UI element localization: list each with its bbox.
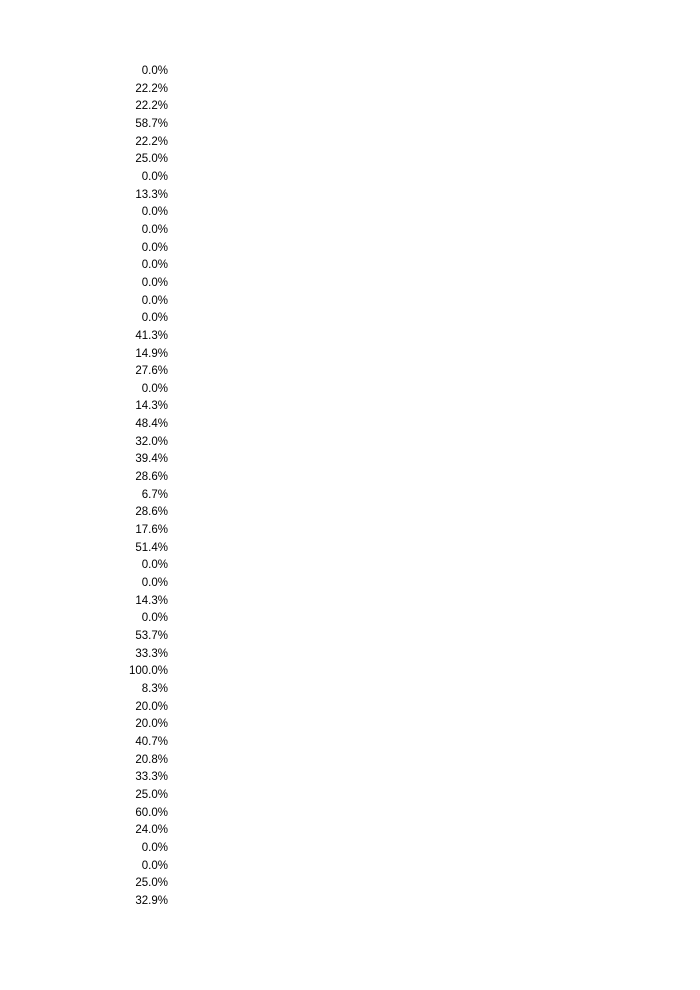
percentage-value: 39.4% [135, 453, 168, 466]
percentage-value: 32.0% [135, 435, 168, 448]
percentage-value: 6.7% [141, 488, 168, 501]
percentage-value: 0.0% [141, 206, 168, 219]
percentage-value: 0.0% [141, 612, 168, 625]
percentage-value: 14.3% [135, 400, 168, 413]
percentage-value: 27.6% [135, 365, 168, 378]
percentage-value: 22.2% [135, 135, 168, 148]
percentage-value: 0.0% [141, 65, 168, 77]
percentage-value: 22.2% [135, 82, 168, 95]
percentage-value: 48.4% [135, 418, 168, 431]
percentage-value: 0.0% [141, 170, 168, 183]
percentage-value: 0.0% [141, 859, 168, 872]
percentage-value: 0.0% [141, 559, 168, 572]
percentage-value: 0.0% [141, 841, 168, 854]
percentage-value: 33.3% [135, 771, 168, 784]
percentage-value: 53.7% [135, 630, 168, 642]
percentage-value: 60.0% [135, 806, 168, 819]
percentage-value: 28.6% [135, 471, 168, 484]
percentage-value: 13.3% [135, 188, 168, 201]
percentage-value: 100.0% [128, 665, 168, 678]
percentage-value: 41.3% [135, 329, 168, 342]
percentage-value: 25.0% [135, 153, 168, 166]
percentage-value: 22.2% [135, 100, 168, 113]
percentage-value: 33.3% [135, 647, 168, 660]
percentage-column [100, 63, 168, 911]
percentage-value: 0.0% [141, 294, 168, 307]
percentage-value: 20.8% [135, 753, 168, 766]
percentage-value: 0.0% [141, 577, 168, 590]
percentage-value: 40.7% [135, 735, 168, 748]
percentage-value: 58.7% [135, 117, 168, 130]
percentage-value: 0.0% [141, 312, 168, 325]
percentage-value: 32.9% [135, 894, 168, 907]
percentage-value: 25.0% [135, 877, 168, 890]
percentage-value: 8.3% [141, 682, 168, 695]
percentage-value: 51.4% [135, 541, 168, 554]
percentage-value: 14.3% [135, 594, 168, 607]
percentage-value: 0.0% [141, 241, 168, 254]
percentage-value: 14.9% [135, 347, 168, 360]
percentage-value: 20.0% [135, 700, 168, 713]
percentage-value: 17.6% [135, 524, 168, 537]
percentage-value: 0.0% [141, 223, 168, 236]
percentage-value: 24.0% [135, 824, 168, 837]
percentage-value: 20.0% [135, 718, 168, 731]
percentage-value: 0.0% [141, 382, 168, 395]
percentage-value: 25.0% [135, 788, 168, 801]
percentage-value: 0.0% [141, 259, 168, 272]
percentage-value: 0.0% [141, 276, 168, 289]
percentage-value: 28.6% [135, 506, 168, 519]
